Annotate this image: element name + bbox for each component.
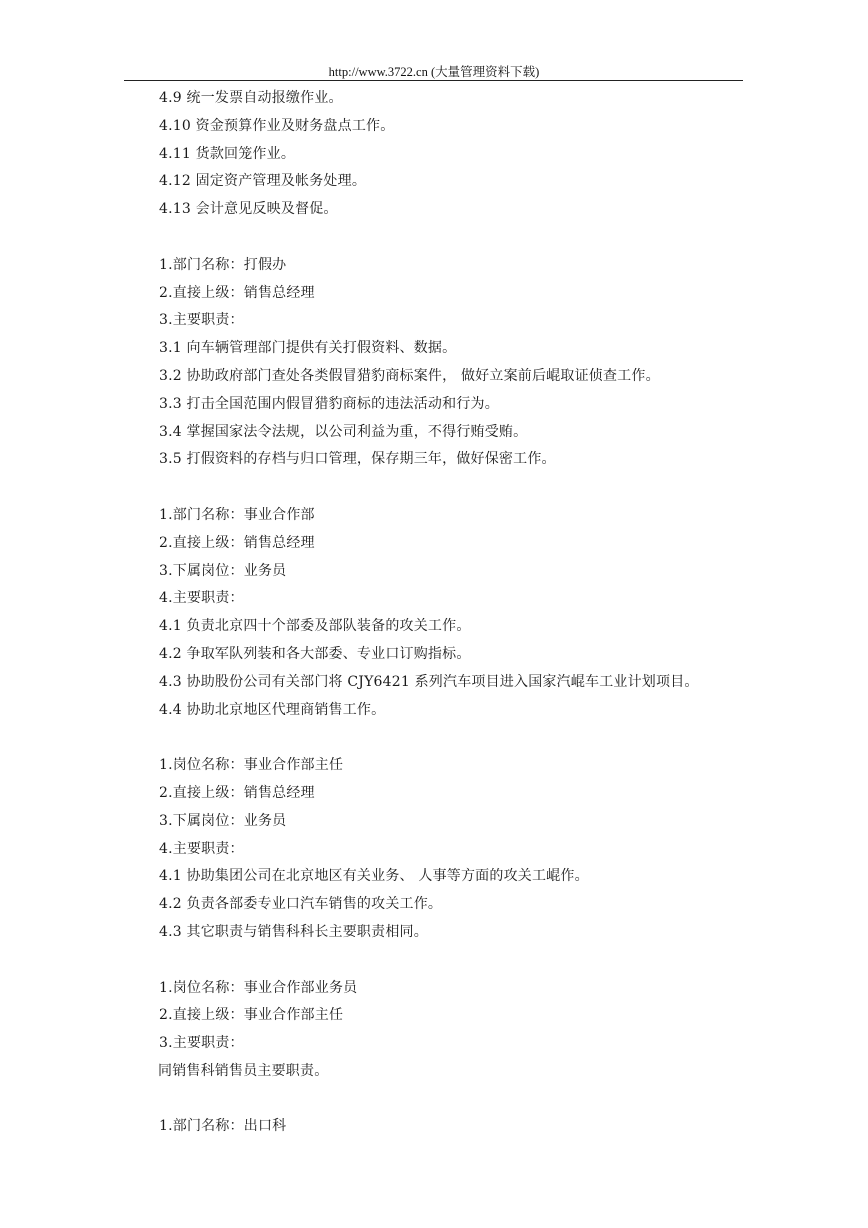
document-body xyxy=(159,85,759,1141)
text-line: 3.5 打假资料的存档与归口管理，保存期三年，做好保密工作。 xyxy=(159,451,556,468)
section-gap xyxy=(159,1086,759,1114)
text-line: 4.主要职责： xyxy=(159,840,244,857)
text-line: 3.下属岗位：业务员 xyxy=(159,562,287,579)
text-line: 4.3 其它职责与销售科科长主要职责相同。 xyxy=(159,923,428,940)
section-gap xyxy=(159,947,759,975)
text-line: 2.直接上级：销售总经理 xyxy=(159,784,315,801)
page-header: http://www.3722.cn (大量管理资料下载) xyxy=(328,65,540,79)
text-line: 4.3 协助股份公司有关部门将 CJY6421 系列汽车项目进入国家汽崐车工业计划项目。 xyxy=(159,673,699,690)
text-line: 4.1 负责北京四十个部委及部队装备的攻关工作。 xyxy=(159,618,471,635)
text-line: 3.主要职责： xyxy=(159,312,244,329)
text-line: 4.2 争取军队列装和各大部委、专业口订购指标。 xyxy=(159,645,471,662)
text-line: 4.9 统一发票自动报缴作业。 xyxy=(159,90,343,106)
text-line: 1.部门名称：出口科 xyxy=(159,1118,287,1135)
text-line: 4.1 协助集团公司在北京地区有关业务、 人事等方面的攻关工崐作。 xyxy=(159,868,589,885)
text-line: 3.1 向车辆管理部门提供有关打假资料、数据。 xyxy=(159,340,457,357)
anti-counterfeit-office-block xyxy=(159,252,759,474)
finance-duties-block xyxy=(159,85,759,224)
text-line: 1.岗位名称：事业合作部业务员 xyxy=(159,979,358,996)
text-line: 同销售科销售员主要职责。 xyxy=(158,1062,329,1079)
text-line: 3.3 打击全国范围内假冒猎豹商标的违法活动和行为。 xyxy=(159,395,499,412)
header-divider xyxy=(124,80,743,81)
section-gap xyxy=(159,224,759,252)
text-line: 4.主要职责： xyxy=(159,590,244,607)
text-line: 3.4 掌握国家法令法规，以公司利益为重，不得行贿受贿。 xyxy=(159,423,528,440)
text-line: 3.2 协助政府部门查处各类假冒猎豹商标案件， 做好立案前后崐取证侦查工作。 xyxy=(159,367,660,384)
cooperation-director-block xyxy=(159,752,759,947)
text-line: 4.12 固定资产管理及帐务处理。 xyxy=(159,173,367,190)
text-line: 4.11 货款回笼作业。 xyxy=(159,145,296,162)
text-line: 3.主要职责： xyxy=(159,1035,244,1052)
export-dept-block xyxy=(159,1113,759,1141)
business-cooperation-dept-block xyxy=(159,502,759,724)
text-line: 1.岗位名称：事业合作部主任 xyxy=(159,757,344,774)
text-line: 4.10 资金预算作业及财务盘点工作。 xyxy=(159,117,395,134)
section-gap xyxy=(159,724,759,752)
text-line: 3.下属岗位：业务员 xyxy=(159,812,287,829)
text-line: 4.13 会计意见反映及督促。 xyxy=(159,201,338,218)
text-line: 2.直接上级：事业合作部主任 xyxy=(159,1007,344,1024)
text-line: 2.直接上级：销售总经理 xyxy=(159,534,315,551)
text-line: 4.2 负责各部委专业口汽车销售的攻关工作。 xyxy=(159,896,443,913)
text-line: 2.直接上级：销售总经理 xyxy=(159,284,315,301)
cooperation-staff-block xyxy=(159,975,759,1086)
section-gap xyxy=(159,474,759,502)
text-line: 4.4 协助北京地区代理商销售工作。 xyxy=(159,701,386,718)
text-line: 1.部门名称：打假办 xyxy=(159,256,287,273)
text-line: 1.部门名称：事业合作部 xyxy=(159,506,315,523)
